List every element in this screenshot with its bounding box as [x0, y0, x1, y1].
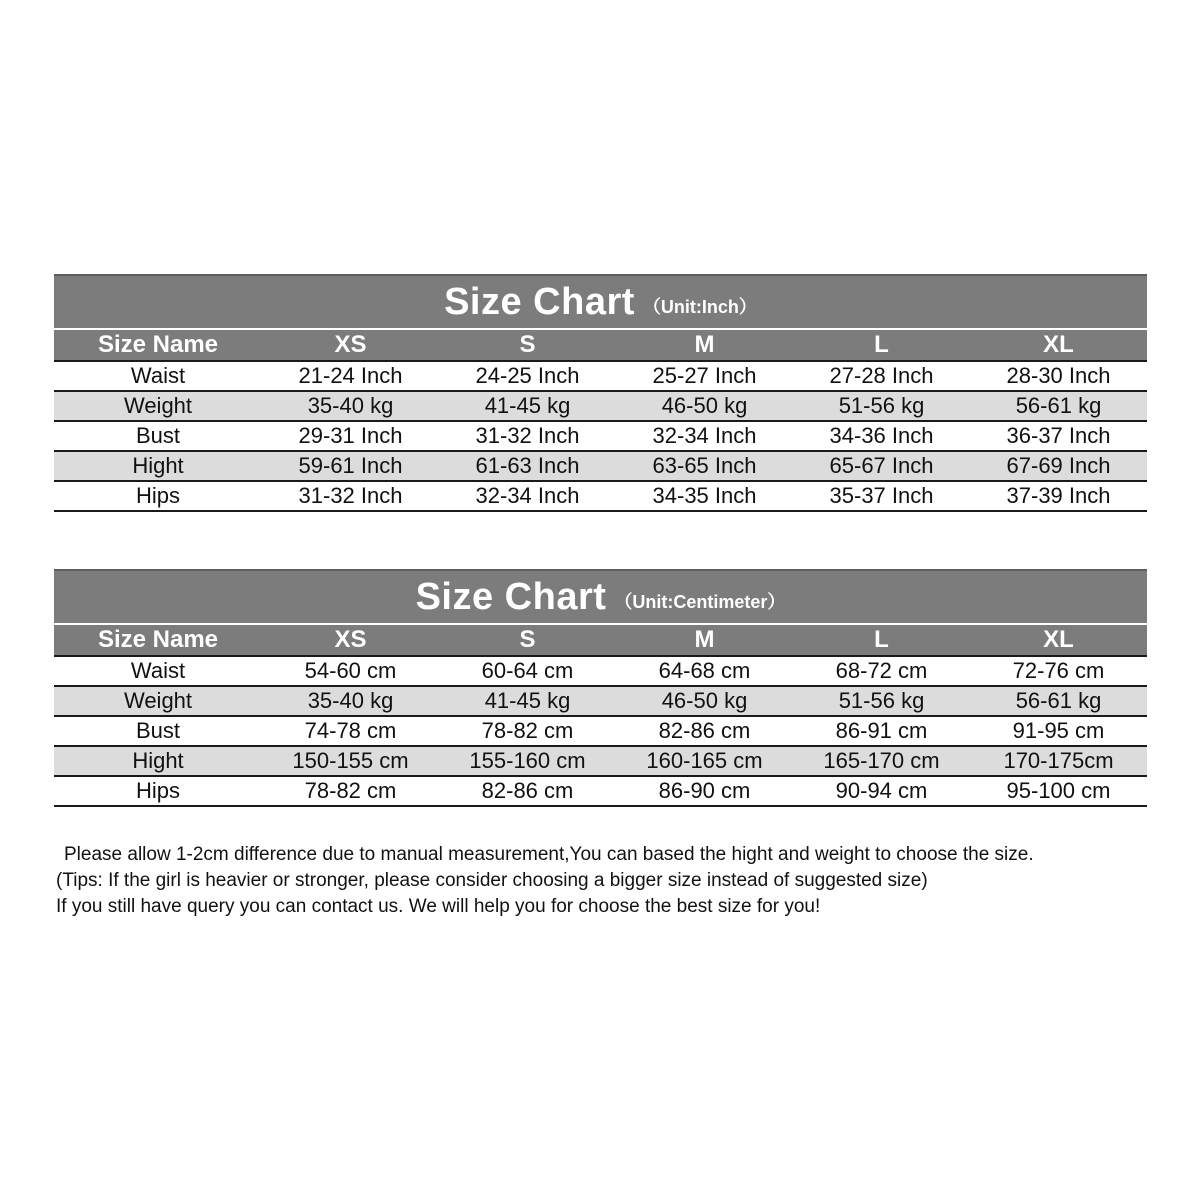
table-row-waist — [54, 361, 1147, 391]
table-cell: 65-67 Inch — [793, 451, 970, 481]
table-row-hight — [54, 746, 1147, 776]
row-label: Hight — [54, 746, 262, 776]
header-s: S — [439, 624, 616, 656]
table-row-bust — [54, 716, 1147, 746]
table-cell: 56-61 kg — [970, 686, 1147, 716]
header-l: L — [793, 329, 970, 361]
note-tips: (Tips: If the girl is heavier or stronger, please consider choosing a bigger size instead of suggested size) — [56, 870, 928, 891]
table-cell: 78-82 cm — [439, 716, 616, 746]
chart-title: Size Chart — [415, 575, 607, 618]
table-row-bust — [54, 421, 1147, 451]
row-label: Waist — [54, 656, 262, 686]
row-label: Hight — [54, 451, 262, 481]
table-cell: 59-61 Inch — [262, 451, 439, 481]
table-row-hight — [54, 451, 1147, 481]
size-table-centimeter — [54, 623, 1147, 807]
table-cell: 41-45 kg — [439, 391, 616, 421]
table-cell: 170-175cm — [970, 746, 1147, 776]
table-cell: 78-82 cm — [262, 776, 439, 806]
table-cell: 60-64 cm — [439, 656, 616, 686]
row-label: Weight — [54, 686, 262, 716]
table-row-hips — [54, 776, 1147, 806]
table-cell: 82-86 cm — [616, 716, 793, 746]
table-cell: 86-90 cm — [616, 776, 793, 806]
table-cell: 34-35 Inch — [616, 481, 793, 511]
table-cell: 35-40 kg — [262, 391, 439, 421]
table-cell: 29-31 Inch — [262, 421, 439, 451]
table-cell: 54-60 cm — [262, 656, 439, 686]
size-table-inch — [54, 328, 1147, 512]
table-cell: 24-25 Inch — [439, 361, 616, 391]
table-cell: 86-91 cm — [793, 716, 970, 746]
table-cell: 91-95 cm — [970, 716, 1147, 746]
table-cell: 64-68 cm — [616, 656, 793, 686]
row-label: Hips — [54, 776, 262, 806]
table-cell: 27-28 Inch — [793, 361, 970, 391]
table-cell: 61-63 Inch — [439, 451, 616, 481]
table-cell: 67-69 Inch — [970, 451, 1147, 481]
header-xl: XL — [970, 624, 1147, 656]
size-chart-centimeter — [54, 569, 1147, 807]
table-cell: 150-155 cm — [262, 746, 439, 776]
header-l: L — [793, 624, 970, 656]
table-cell: 46-50 kg — [616, 686, 793, 716]
table-cell: 56-61 kg — [970, 391, 1147, 421]
table-cell: 160-165 cm — [616, 746, 793, 776]
header-m: M — [616, 624, 793, 656]
chart-title: Size Chart — [444, 280, 635, 323]
table-cell: 51-56 kg — [793, 391, 970, 421]
table-cell: 63-65 Inch — [616, 451, 793, 481]
table-cell: 46-50 kg — [616, 391, 793, 421]
row-label: Weight — [54, 391, 262, 421]
table-cell: 21-24 Inch — [262, 361, 439, 391]
table-cell: 74-78 cm — [262, 716, 439, 746]
table-cell: 72-76 cm — [970, 656, 1147, 686]
row-label: Waist — [54, 361, 262, 391]
note-measurement: Please allow 1-2cm difference due to manual measurement,You can based the hight and weight to choose the size. — [64, 844, 1034, 865]
header-xs: XS — [262, 329, 439, 361]
table-row-weight — [54, 686, 1147, 716]
chart-unit: （Unit:Inch） — [642, 297, 757, 317]
table-cell: 90-94 cm — [793, 776, 970, 806]
table-cell: 51-56 kg — [793, 686, 970, 716]
header-size-name: Size Name — [54, 329, 262, 361]
table-cell: 34-36 Inch — [793, 421, 970, 451]
header-s: S — [439, 329, 616, 361]
row-label: Hips — [54, 481, 262, 511]
table-cell: 37-39 Inch — [970, 481, 1147, 511]
table-cell: 95-100 cm — [970, 776, 1147, 806]
table-cell: 32-34 Inch — [439, 481, 616, 511]
header-row — [54, 329, 1147, 361]
table-cell: 68-72 cm — [793, 656, 970, 686]
note-contact: If you still have query you can contact us. We will help you for choose the best size for you! — [56, 896, 821, 917]
size-chart-inch — [54, 274, 1147, 512]
header-xs: XS — [262, 624, 439, 656]
row-label: Bust — [54, 421, 262, 451]
header-xl: XL — [970, 329, 1147, 361]
table-cell: 31-32 Inch — [262, 481, 439, 511]
table-cell: 155-160 cm — [439, 746, 616, 776]
chart-unit: （Unit:Centimeter） — [614, 592, 786, 612]
chart-title-bar — [54, 569, 1147, 623]
table-cell: 41-45 kg — [439, 686, 616, 716]
header-m: M — [616, 329, 793, 361]
table-cell: 35-37 Inch — [793, 481, 970, 511]
table-cell: 32-34 Inch — [616, 421, 793, 451]
header-row — [54, 624, 1147, 656]
chart-title-bar — [54, 274, 1147, 328]
table-row-hips — [54, 481, 1147, 511]
table-cell: 28-30 Inch — [970, 361, 1147, 391]
size-notes — [56, 842, 1034, 920]
header-size-name: Size Name — [54, 624, 262, 656]
table-cell: 35-40 kg — [262, 686, 439, 716]
table-cell: 82-86 cm — [439, 776, 616, 806]
table-cell: 36-37 Inch — [970, 421, 1147, 451]
table-cell: 165-170 cm — [793, 746, 970, 776]
table-row-weight — [54, 391, 1147, 421]
table-cell: 25-27 Inch — [616, 361, 793, 391]
row-label: Bust — [54, 716, 262, 746]
table-cell: 31-32 Inch — [439, 421, 616, 451]
table-row-waist — [54, 656, 1147, 686]
